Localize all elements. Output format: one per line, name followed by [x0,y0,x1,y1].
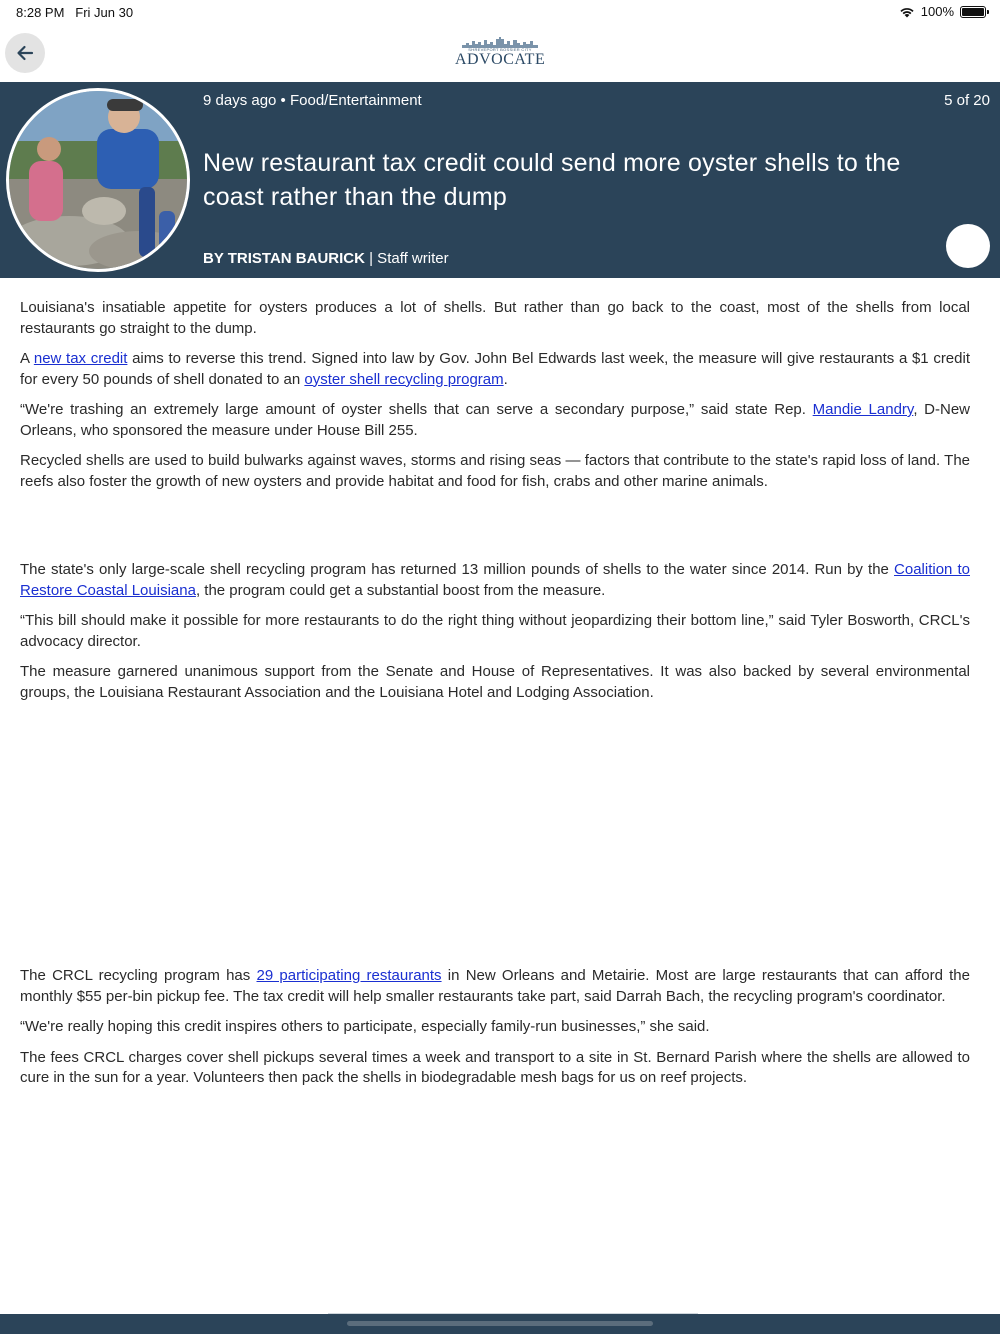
article-counter: 5 of 20 [944,92,990,109]
link-oyster-shell-recycling-program[interactable]: oyster shell recycling program [304,370,504,388]
text-run: The state's only large-scale shell recycling program has returned 13 million pounds of shells to the water since 2014. Run by the [20,561,895,578]
oyster-volunteer-photo [9,91,187,269]
article-paragraph: Louisiana's insatiable appetite for oysters produces a lot of shells. But rather than go back to the coast, most of the shells from local restaurants go straight to the dump. [20,299,970,337]
text-run: The CRCL recycling program has [20,967,257,984]
action-circle-button[interactable] [946,224,990,268]
article-paragraph: Recycled shells are used to build bulwarks against waves, storms and rising seas — factors that contribute to the state's rapid loss of land. The reefs also foster the growth of new oysters and provide habitat and food for fish, crabs and other marine animals. [20,452,970,490]
status-time [16,5,133,20]
byline-author: BY TRISTAN BAURICK [203,250,365,267]
status-bar [0,0,1000,24]
back-button[interactable] [5,33,45,73]
article-body-section-3 [20,966,970,1099]
article-photo[interactable] [6,88,190,272]
article-paragraph [20,966,970,1007]
article-paragraph: The measure garnered unanimous support from the Senate and House of Representatives. It was also backed by several environmental groups, the Louisiana Restaurant Association and the Louisiana Hotel and Lodging Association. [20,663,970,701]
link-new-tax-credit[interactable]: new tax credit [33,350,128,367]
wifi-icon [899,6,915,18]
article-body-section-2 [20,560,970,713]
status-date: Fri Jun 30 [75,5,134,20]
arrow-left-icon [15,43,35,63]
article-body-section-1 [20,298,970,502]
logo-name: ADVOCATE [455,51,546,68]
status-clock: 8:28 PM [16,5,65,20]
article-byline [203,250,449,267]
text-run: A [20,350,34,367]
top-navigation [0,24,1000,82]
article-headline: New restaurant tax credit could send more oyster shells to the coast rather than the dump [203,149,901,211]
article-paragraph: “This bill should make it possible for more restaurants to do the right thing without jeopardizing their bottom line,” said Tyler Bosworth, CRCL's advocacy director. [20,612,970,650]
text-run: , D-New Orleans, who sponsored the measure under House Bill 255. [20,401,971,439]
status-indicators [899,4,986,19]
text-run: , the program could get a substantial boost from the measure. [195,581,606,599]
article-paragraph [20,400,970,441]
text-run: aims to reverse this trend. Signed into law by Gov. John Bel Edwards last week, the measure will give restaurants a $1 credit for every 50 pounds of shell donated to an [20,350,970,388]
link-29-participating-restaurants[interactable]: 29 participating restaurants [256,967,442,984]
article-paragraph: The fees CRCL charges cover shell pickups several times a week and transport to a site in St. Bernard Parish where the shells are allowed to cure in the sun for a year. Volunteers then pack the shells in biodegradable mesh bags for us on reef projects. [20,1048,970,1086]
text-run: in New Orleans and Metairie. Most are large restaurants that can afford the monthly $55 per-bin pickup fee. The tax credit will help smaller restaurants take part, said Darrah Bach, the recycling program's coordinator. [20,967,970,1005]
article-paragraph [20,560,970,601]
text-run: “We're trashing an extremely large amount of oyster shells that can serve a secondary purpose,” said state Rep. [20,401,813,418]
home-indicator[interactable] [347,1321,653,1326]
advocate-logo [455,36,545,72]
article-meta: 9 days ago • Food/Entertainment [203,92,422,109]
text-run: . [503,370,508,388]
logo-subtitle: SHREVEPORT BOSSIER CITY [468,47,532,52]
link-coalition-to-restore-coastal-louisiana[interactable]: Coalition to Restore Coastal Louisiana [20,561,970,599]
byline-role: | Staff writer [364,250,449,267]
article-paragraph: “We're really hoping this credit inspires others to participate, especially family-run businesses,” she said. [20,1018,710,1035]
link-mandie-landry[interactable]: Mandie Landry [812,401,914,418]
article-paragraph [20,349,970,390]
battery-icon [960,6,986,18]
battery-percent: 100% [920,4,954,19]
